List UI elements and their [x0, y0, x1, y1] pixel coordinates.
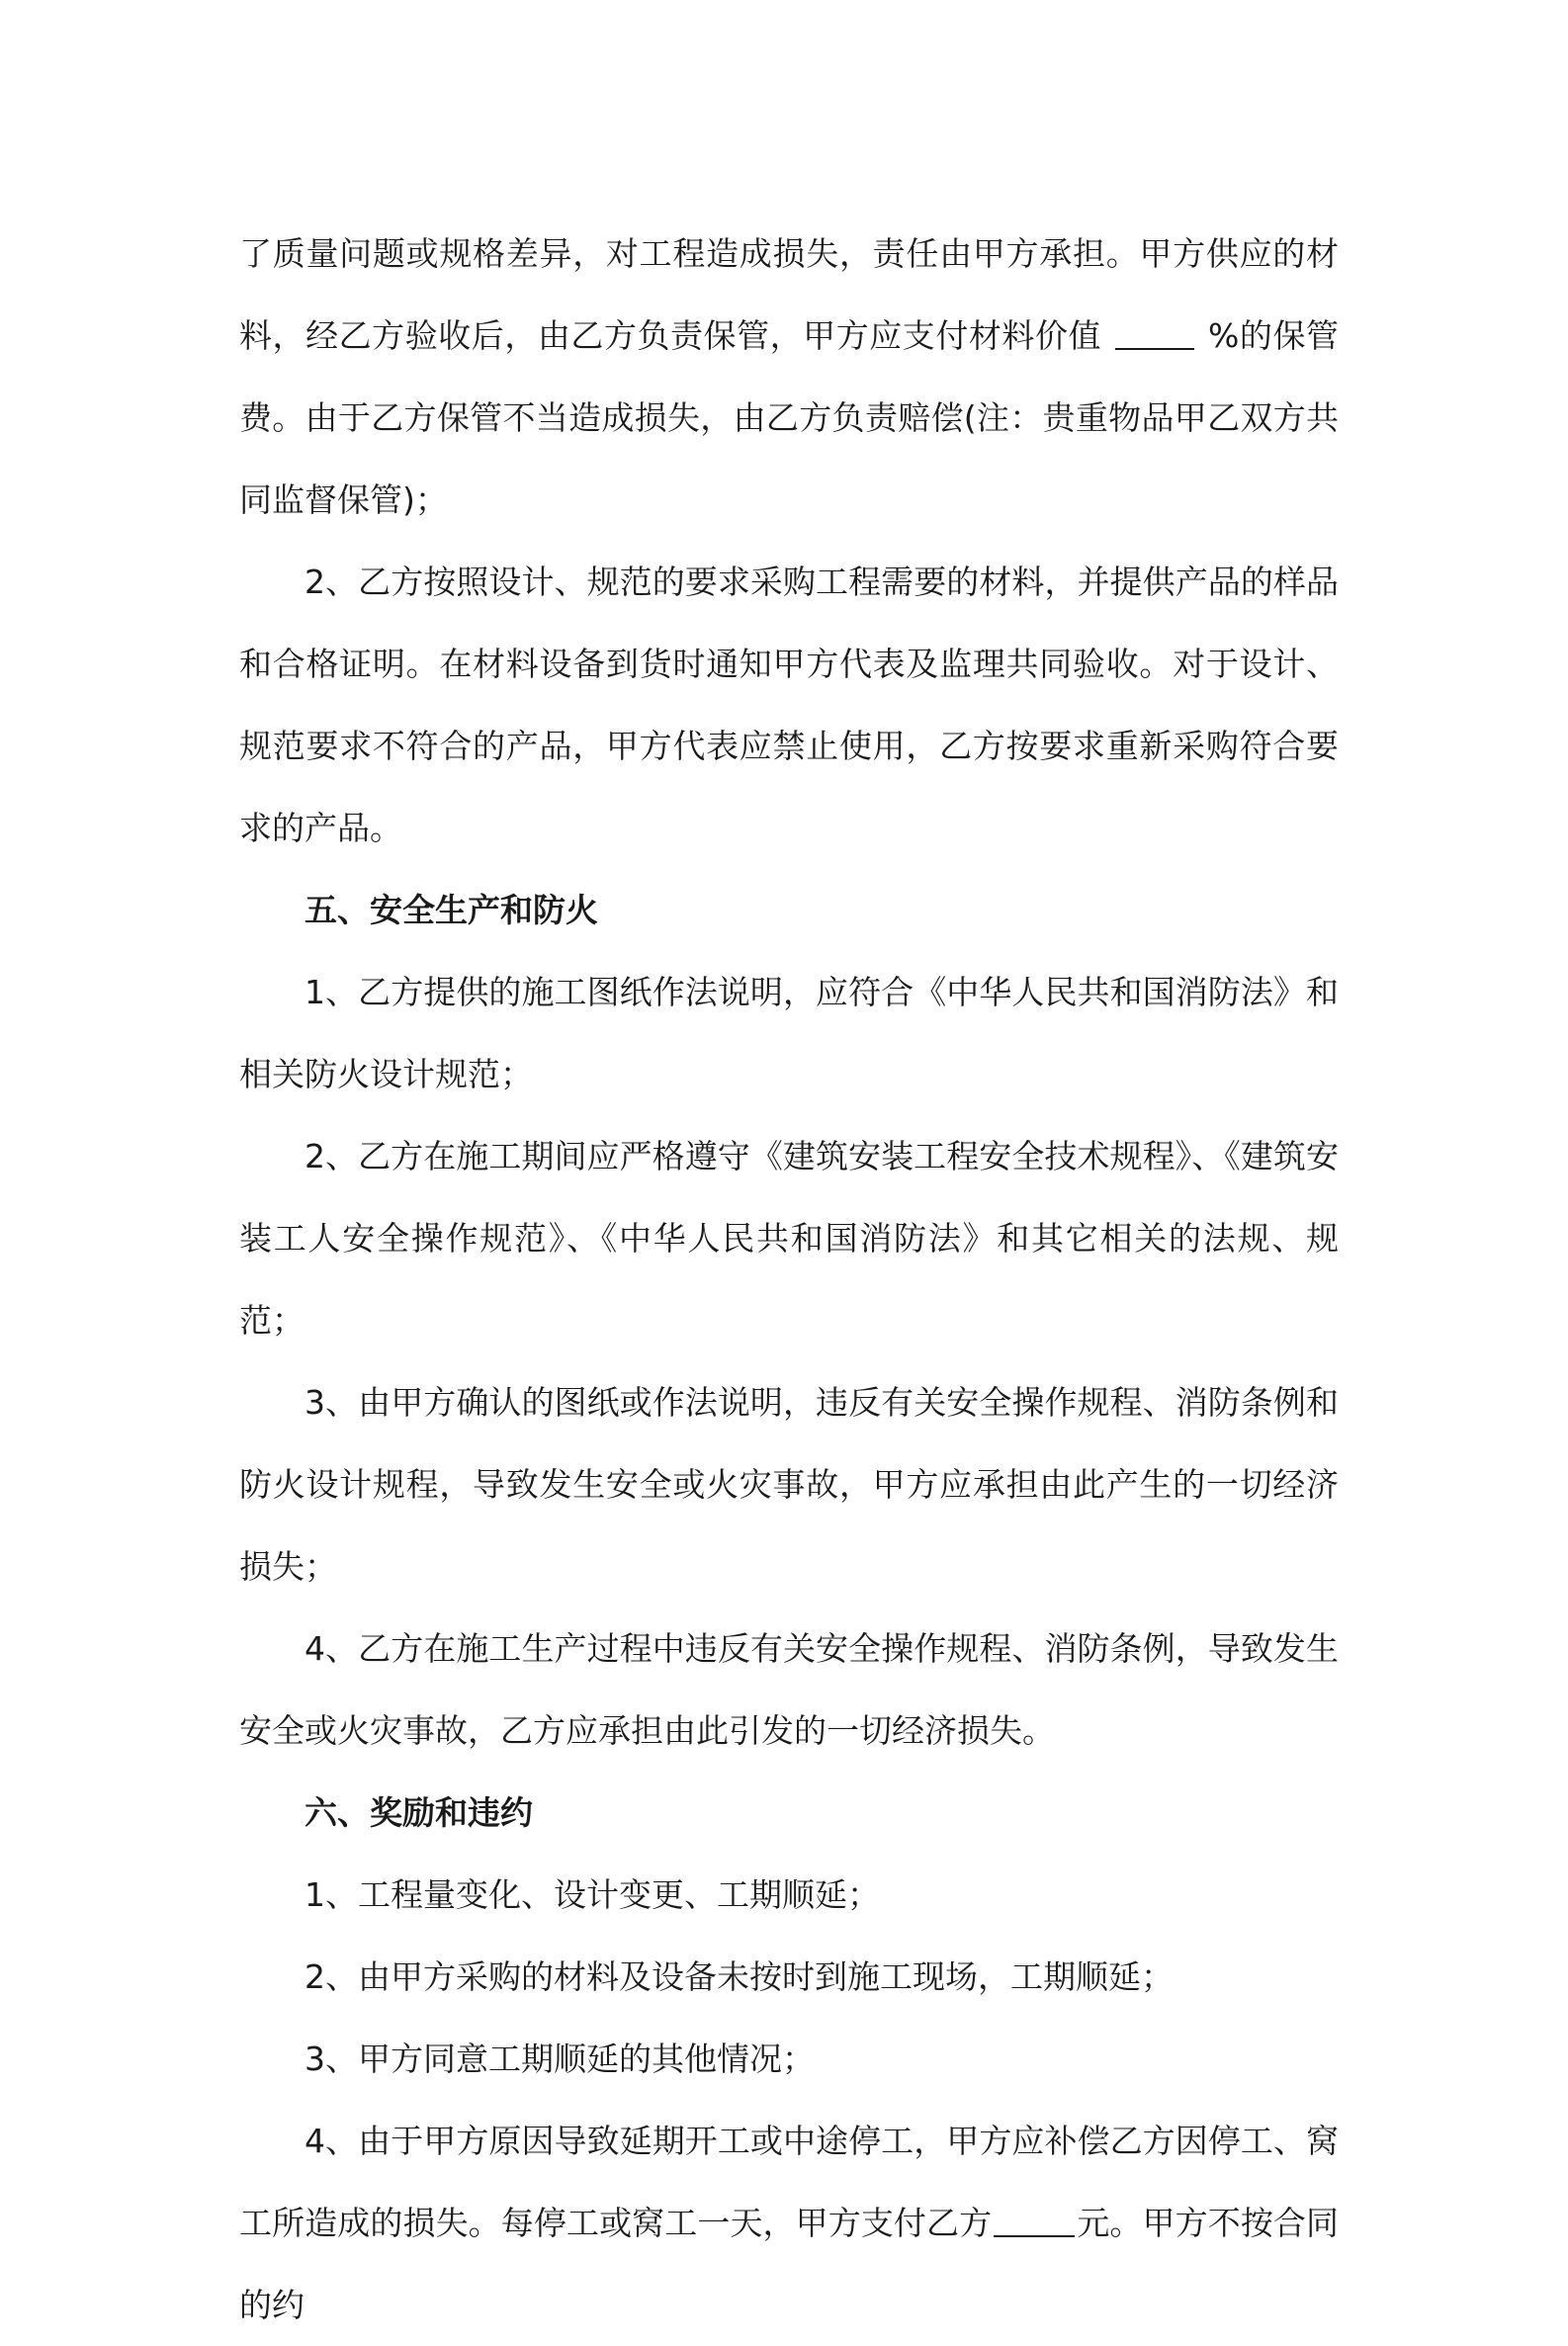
list-item: 1、乙方提供的施工图纸作法说明，应符合《中华人民共和国消防法》和相关防火设计规范； [239, 973, 1339, 1093]
list-item: 3、甲方同意工期顺延的其他情况； [305, 2040, 815, 2078]
list-item: 4、乙方在施工生产过程中违反有关安全操作规程、消防条例，导致发生安全或火灾事故，乙方应承担由此引发的一切经济损失。 [239, 1629, 1339, 1750]
blank-field [1115, 315, 1194, 350]
section-heading-safety: 五、安全生产和防火 [305, 891, 598, 929]
paragraph-text: 了质量问题或规格差异，对工程造成损失，责任由甲方承担。甲方供应的材料，经乙方验收后，由乙方负责保管，甲方应支付材料价值 [239, 234, 1339, 355]
paragraph-text-cont: %的保管费。由于乙方保管不当造成损失，由乙方负责赔偿(注：贵重物品甲乙双方共同监督保管)； [239, 316, 1340, 519]
blank-field [994, 2203, 1075, 2237]
list-item: 1、工程量变化、设计变更、工期顺延； [305, 1875, 880, 1914]
paragraph-text: 4、由于甲方原因导致延期开工或中途停工，甲方应补偿乙方因停工、窝工所造成的损失。每停工或窝工一天，甲方支付乙方 [239, 2122, 1339, 2242]
paragraph-material-custody [239, 213, 1339, 541]
paragraph-text-cont: 元。甲方不按合同的约 [239, 2204, 1340, 2324]
section-heading-rewards: 六、奖励和违约 [305, 1793, 533, 1832]
list-item: 2、由甲方采购的材料及设备未按时到施工现场，工期顺延； [305, 1957, 1174, 1996]
paragraph-material-procurement: 2、乙方按照设计、规范的要求采购工程需要的材料，并提供产品的样品和合格证明。在材料设备到货时通知甲方代表及监理共同验收。对于设计、规范要求不符合的产品，甲方代表应禁止使用，乙方按要求重新采购符合要求的产品。 [239, 563, 1339, 847]
list-item-compensation [239, 2100, 1339, 2346]
list-item: 3、由甲方确认的图纸或作法说明，违反有关安全操作规程、消防条例和防火设计规程，导致发生安全或火灾事故，甲方应承担由此产生的一切经济损失； [239, 1383, 1339, 1586]
document-page [239, 213, 1339, 2346]
list-item: 2、乙方在施工期间应严格遵守《建筑安装工程安全技术规程》、《建筑安装工人安全操作规范》、《中华人民共和国消防法》和其它相关的法规、规范； [239, 1137, 1339, 1340]
